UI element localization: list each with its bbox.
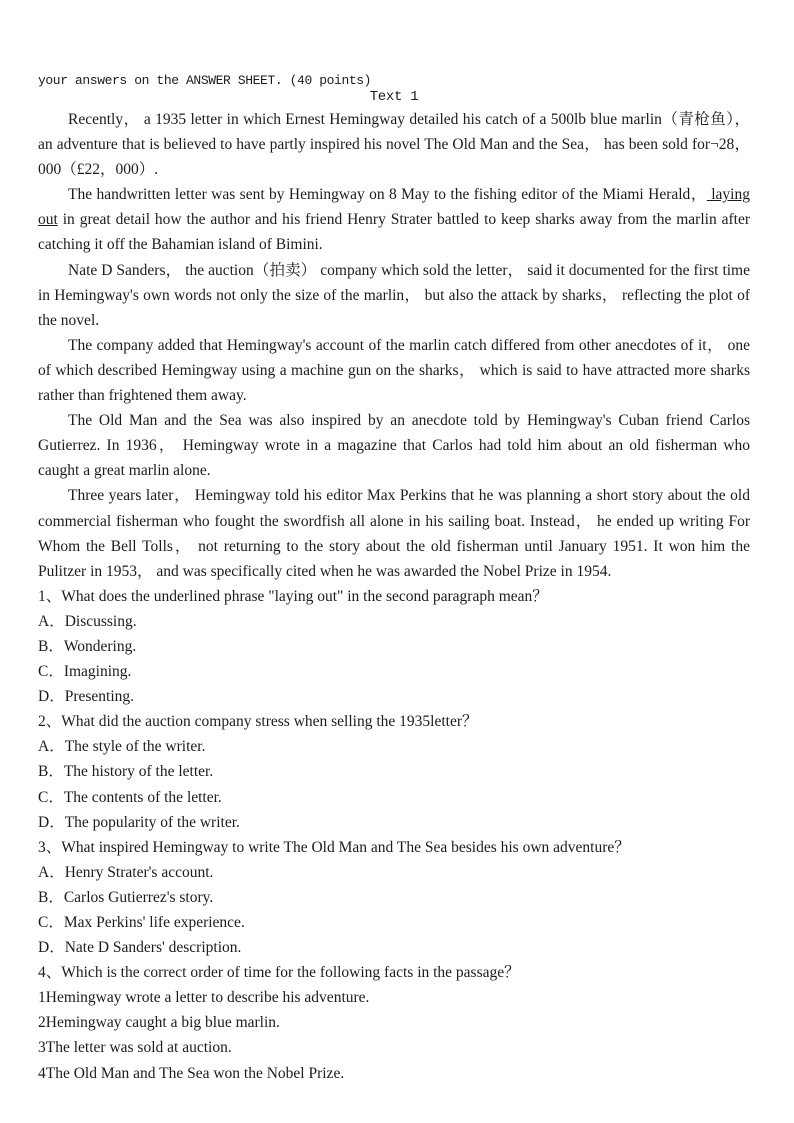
question-2-text: 2、What did the auction company stress when selling the 1935letter？ (38, 713, 478, 731)
question-3-option-a: A．Henry Strater's account. (38, 863, 214, 881)
text-title: Text 1 (369, 89, 419, 105)
page-content (38, 73, 750, 1086)
passage (38, 107, 750, 584)
question-3-option-b: B．Carlos Gutierrez's story. (38, 888, 214, 906)
paragraph-2-before: The handwritten letter was sent by Hemingway on 8 May to the fishing editor of the Miami Herald， (68, 186, 707, 204)
question-4-item-1: 1Hemingway wrote a letter to describe his adventure. (38, 989, 370, 1007)
question-3-option-c: C．Max Perkins' life experience. (38, 914, 245, 931)
paragraph-2 (38, 182, 750, 257)
question-4-item-3: 3The letter was sold at auction. (38, 1039, 232, 1057)
paragraph-5: The Old Man and the Sea was also inspired by an anecdote told by Hemingway's Cuban friend Carlos Gutierrez. In 1936， Hemingway wrote in a magazine that Carlos had told him about an old fisherman who caught a great marlin alone. (38, 412, 750, 480)
paragraph-6: Three years later， Hemingway told his editor Max Perkins that he was planning a short story about the old commercial fisherman who fought the swordfish all alone in his sailing boat. Instead， he ended up writing For Whom the Bell Tolls， not returning to the story about the old fisherman until January 1951. It won him the Pulitzer in 1953， and was specifically cited when he was awarded the Nobel Prize in 1954. (38, 487, 750, 580)
paragraph-3: Nate D Sanders， the auction（拍卖） company which sold the letter， said it documented for the first time in Hemingway's own words not only the size of the marlin， but also the attack by sharks， reflecting the plot of the novel. (38, 261, 750, 329)
question-4-text: 4、Which is the correct order of time for the following facts in the passage？ (38, 964, 520, 982)
question-2-option-b: B．The history of the letter. (38, 763, 214, 781)
underlined-phrase: laying out (38, 186, 750, 229)
questions-section (38, 584, 750, 1086)
question-1-option-d: D．Presenting. (38, 688, 135, 706)
question-4-item-2: 2Hemingway caught a big blue marlin. (38, 1014, 280, 1032)
paragraph-2-after: in great detail how the author and his friend Henry Strater battled to keep sharks away from the marlin after catching it off the Bahamian island of Bimini. (38, 211, 750, 254)
question-3-option-d: D．Nate D Sanders' description. (38, 939, 242, 957)
question-4-item-4: 4The Old Man and The Sea won the Nobel Prize. (38, 1064, 345, 1082)
question-1-text: 1、What does the underlined phrase "laying out" in the second paragraph mean？ (38, 587, 548, 605)
question-1-option-b: B．Wondering. (38, 637, 137, 655)
paragraph-4: The company added that Hemingway's account of the marlin catch differed from other anecdotes of it， one of which described Hemingway using a machine gun on the sharks， which is said to have attracted more sharks rather than frightened them away. (38, 336, 750, 405)
question-2-option-d: D．The popularity of the writer. (38, 813, 240, 831)
question-1-option-c: C．Imagining. (38, 663, 132, 681)
question-3-text: 3、What inspired Hemingway to write The Old Man and The Sea besides his own adventure？ (38, 838, 630, 856)
question-2-option-c: C．The contents of the letter. (38, 788, 222, 806)
answer-sheet-instruction: your answers on the ANSWER SHEET. (40 points) (38, 73, 372, 88)
question-2-option-a: A．The style of the writer. (38, 738, 206, 756)
paragraph-1: Recently， a 1935 letter in which Ernest Hemingway detailed his catch of a 500lb blue marlin（青枪鱼）， an adventure that is believed to have partly inspired his novel The Old Man and the Sea， has been sold for¬28，000（£22，000）. (38, 111, 750, 179)
question-1-option-a: A．Discussing. (38, 612, 137, 630)
